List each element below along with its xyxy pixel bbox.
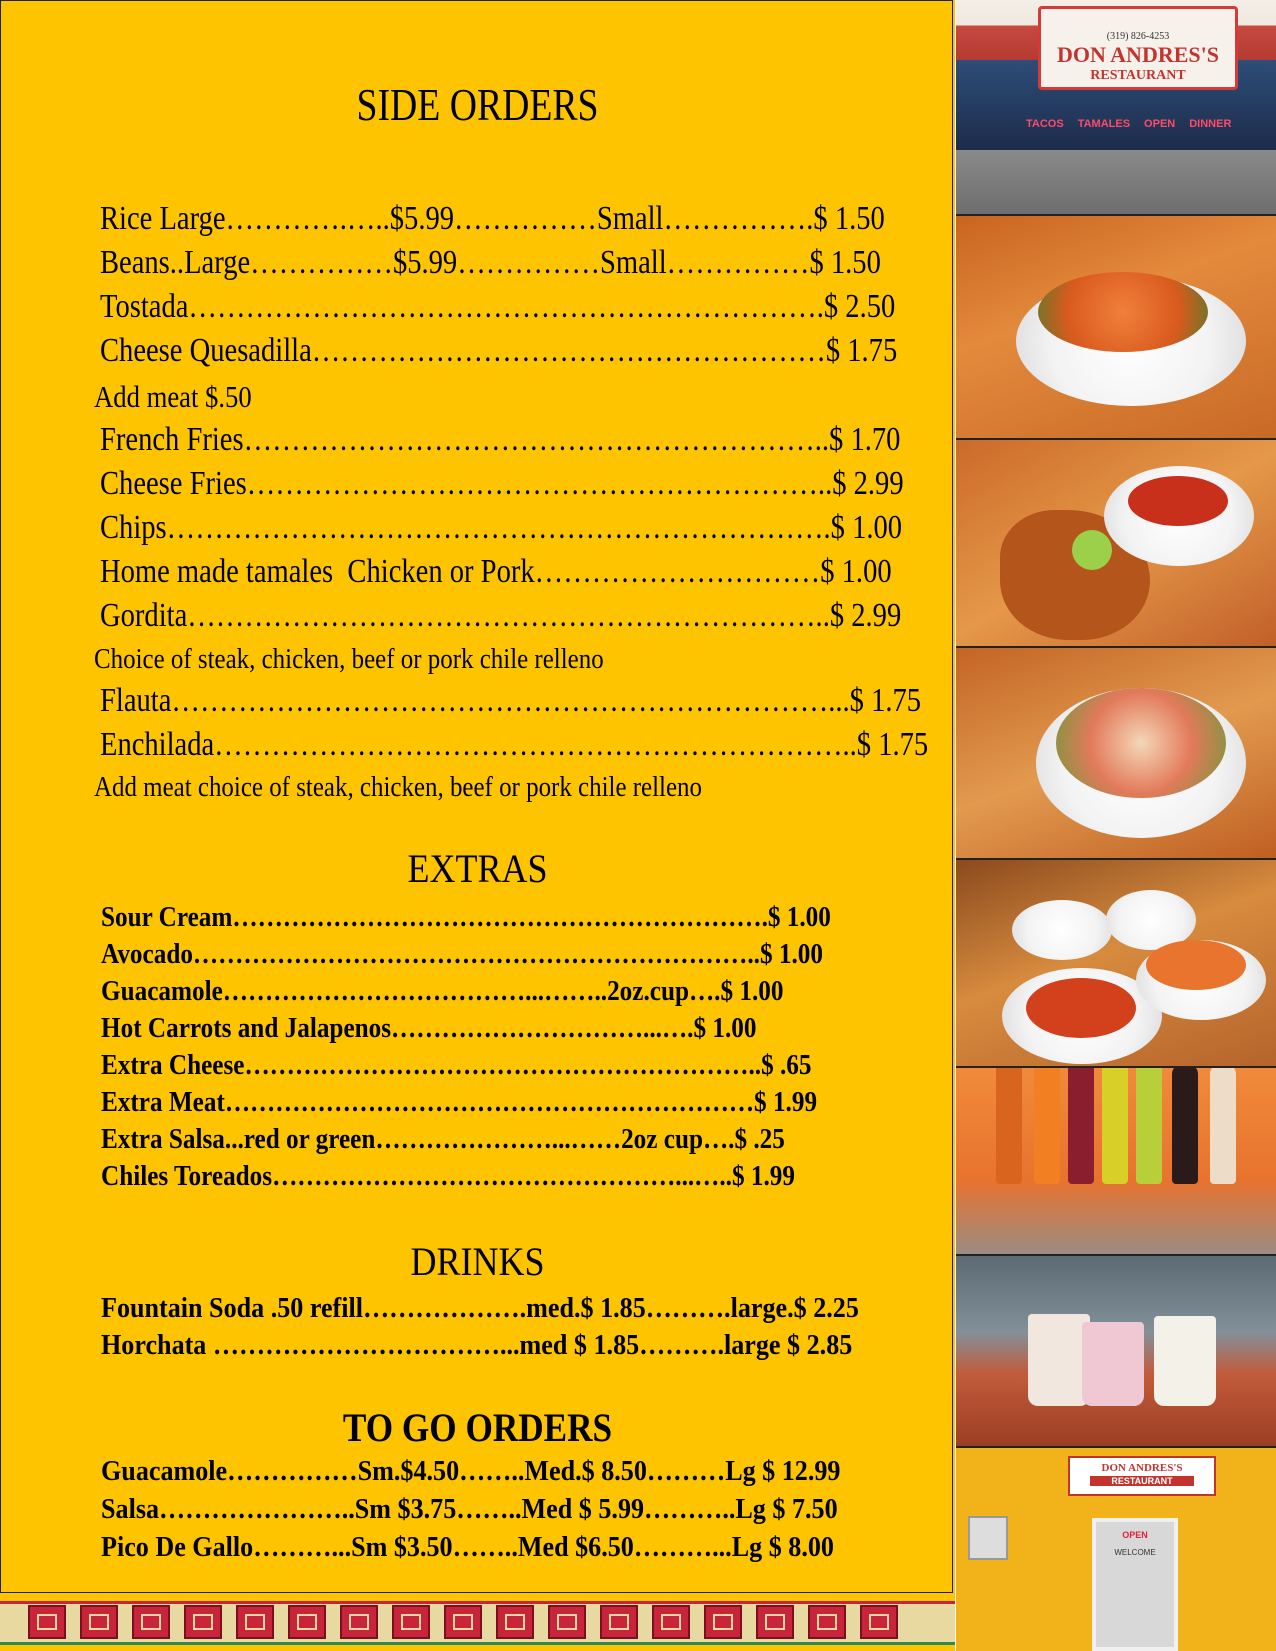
item-text: Gordita………………………………………………………….. <box>100 597 830 634</box>
menu-item-flauta <box>100 684 921 718</box>
extra-item-guacamole <box>101 978 783 1006</box>
item-price: $ 1.75 <box>825 332 898 369</box>
item-price: $ .25 <box>734 1124 785 1155</box>
bottle <box>1172 1068 1198 1184</box>
item-price: $ 1.99 <box>754 1087 818 1118</box>
menu-item-rice <box>100 202 885 236</box>
bottle <box>1210 1068 1236 1184</box>
soup-and-garnish-photo <box>956 440 1276 646</box>
sign-name: DON ANDRES'S <box>1057 42 1219 67</box>
appetizers-photo <box>956 860 1276 1066</box>
glass <box>1028 1314 1090 1406</box>
item-text: Sour Cream………………………………………………………. <box>101 902 768 933</box>
aztec-tile-icon <box>28 1605 66 1639</box>
menu-item-tamales <box>100 555 892 589</box>
aztec-tile-icon <box>600 1605 638 1639</box>
aztec-tile-icon <box>288 1605 326 1639</box>
food <box>1056 688 1226 798</box>
extra-item-hot-carrots <box>101 1015 756 1043</box>
drink-item-fountain-soda: Fountain Soda .50 refill……………….med.$ 1.85……….large.$ 2.25 <box>101 1292 859 1324</box>
glass <box>1082 1322 1144 1406</box>
drink-item-horchata: Horchata ……………………………...med $ 1.85……….large $ 2.85 <box>101 1329 853 1361</box>
window-sign: OPEN <box>1144 118 1176 130</box>
storefront-sign <box>1038 6 1238 90</box>
glass <box>1154 1316 1216 1406</box>
aztec-tile-icon <box>184 1605 222 1639</box>
item-price: $ 1.00 <box>767 902 831 933</box>
item-text: Avocado………………………………………………………….. <box>101 939 760 970</box>
window-sign: TAMALES <box>1077 118 1131 130</box>
bowl <box>1012 900 1112 960</box>
item-text: Guacamole………………………………...……..2oz.cup…. <box>101 976 721 1007</box>
item-price: $ 1.50 <box>813 200 885 237</box>
item-text: Extra Salsa...red or green…………………...……2oz cup…. <box>101 1124 735 1155</box>
to-go-heading: TO GO ORDERS <box>342 1405 613 1450</box>
item-text: Enchilada………………………………………………………….. <box>100 726 857 763</box>
item-text: Extra Cheese…………………………………………………….. <box>101 1050 762 1081</box>
aztec-tile-icon <box>444 1605 482 1639</box>
entrance-sign-name: DON ANDRES'S <box>1101 1462 1183 1474</box>
bottle <box>1102 1068 1128 1184</box>
to-go-item-salsa: Salsa…………………..Sm $3.75……..Med $ 5.99………..Lg $ 7.50 <box>101 1493 838 1525</box>
food <box>1038 272 1208 352</box>
aztec-tile-icon <box>548 1605 586 1639</box>
item-price: $ 1.75 <box>856 726 929 763</box>
extra-item-sour-cream <box>101 904 831 932</box>
extras-heading: EXTRAS <box>407 846 548 891</box>
menu-note-gordita-choice: Choice of steak, chicken, beef or pork chile relleno <box>94 643 604 675</box>
menu-item-enchilada <box>100 728 928 762</box>
item-text: Beans..Large……………$5.99……………Small…………… <box>100 244 810 281</box>
side-orders-heading: SIDE ORDERS <box>356 79 599 130</box>
to-go-item-guacamole: Guacamole……………Sm.$4.50……..Med.$ 8.50………Lg $ 12.99 <box>101 1455 841 1487</box>
menu-item-cheese-quesadilla <box>100 334 897 368</box>
open-sign: OPEN <box>1122 1530 1148 1540</box>
item-text: Cheese Fries…………………………………………………….. <box>100 465 833 502</box>
item-text: Chips……………………………………………………………. <box>100 509 831 546</box>
bottle <box>996 1068 1022 1184</box>
item-price: $ 1.50 <box>809 244 881 281</box>
item-price: $ 2.99 <box>829 597 902 634</box>
bottle <box>1034 1068 1060 1184</box>
menu-item-beans <box>100 246 881 280</box>
item-text: Extra Meat……………………………………………………… <box>101 1087 755 1118</box>
menu-item-tostada <box>100 290 895 324</box>
salad-photo <box>956 648 1276 858</box>
aztec-tile-icon <box>236 1605 274 1639</box>
aztec-tile-icon <box>704 1605 742 1639</box>
item-price: $ 2.50 <box>823 288 896 325</box>
item-price: $ 1.75 <box>849 682 922 719</box>
entrance-sign <box>1068 1456 1216 1496</box>
bottle <box>1068 1068 1094 1184</box>
item-price: $ 1.00 <box>693 1013 757 1044</box>
aztec-tile-icon <box>132 1605 170 1639</box>
item-text: Chiles Toreados…………………………………………...….. <box>101 1161 732 1192</box>
aztec-tile-icon <box>652 1605 690 1639</box>
decorative-border <box>0 1593 955 1651</box>
menu-item-gordita <box>100 599 901 633</box>
soup <box>1026 978 1136 1038</box>
item-price: $ 1.70 <box>829 421 901 458</box>
menu-note-add-meat-choice: Add meat choice of steak, chicken, beef or pork chile relleno <box>94 771 703 803</box>
window <box>968 1516 1008 1560</box>
aztec-tile-icon <box>808 1605 846 1639</box>
extra-item-avocado <box>101 941 823 969</box>
entrance-photo <box>956 1448 1276 1651</box>
menu-item-french-fries <box>100 423 900 457</box>
window-signs <box>1026 118 1231 130</box>
menu-note-add-meat: Add meat $.50 <box>94 379 252 414</box>
bottle <box>1136 1068 1162 1184</box>
storefront-photo <box>956 0 1276 214</box>
aztec-tile-icon <box>496 1605 534 1639</box>
window-sign: TACOS <box>1026 118 1064 130</box>
item-price: $ .65 <box>761 1050 812 1081</box>
pickled-carrots-photo <box>956 216 1276 438</box>
entrance-sign-subtitle: RESTAURANT <box>1090 1476 1194 1486</box>
aztec-tile-icon <box>392 1605 430 1639</box>
aztec-tile-icon <box>860 1605 898 1639</box>
item-text: Hot Carrots and Jalapenos…………………………...…. <box>101 1013 694 1044</box>
aguas-frescas-photo <box>956 1256 1276 1446</box>
window-sign: DINNER <box>1189 118 1232 130</box>
item-price: $ 1.00 <box>820 553 892 590</box>
border-tiles <box>28 1605 898 1639</box>
aztec-tile-icon <box>80 1605 118 1639</box>
item-price: $ 1.99 <box>731 1161 795 1192</box>
extra-item-chiles-toreados <box>101 1163 795 1191</box>
to-go-item-pico-de-gallo: Pico De Gallo………...Sm $3.50……..Med $6.50………...Lg $ 8.00 <box>101 1531 834 1563</box>
sodas-photo <box>956 1068 1276 1254</box>
item-text: Tostada…………………………………………………………. <box>100 288 824 325</box>
soup <box>1128 476 1228 526</box>
item-text: Flauta……………………………………………………………... <box>100 682 850 719</box>
drinks-heading: DRINKS <box>410 1239 545 1284</box>
item-price: $ 1.00 <box>759 939 823 970</box>
item-text: Rice Large………….…..$5.99……………Small……………. <box>100 200 814 237</box>
sign-phone: (319) 826-4253 <box>1106 31 1170 42</box>
item-text: Home made tamales Chicken or Pork………………………… <box>100 553 821 590</box>
item-price: $ 2.99 <box>832 465 904 502</box>
door <box>1092 1518 1178 1651</box>
extra-item-extra-meat <box>101 1089 817 1117</box>
extra-item-extra-salsa <box>101 1126 785 1154</box>
menu-item-chips <box>100 511 902 545</box>
item-text: French Fries…………………………………………………….. <box>100 421 830 458</box>
carrots <box>1146 940 1246 990</box>
lime <box>1072 530 1112 570</box>
item-price: $ 1.00 <box>720 976 784 1007</box>
aztec-tile-icon <box>340 1605 378 1639</box>
extra-item-extra-cheese <box>101 1052 811 1080</box>
menu-item-cheese-fries <box>100 467 904 501</box>
item-text: Cheese Quesadilla……………………………………………… <box>100 332 826 369</box>
photo-column <box>956 0 1276 1651</box>
aztec-tile-icon <box>756 1605 794 1639</box>
item-price: $ 1.00 <box>830 509 903 546</box>
welcome-sign: WELCOME <box>1114 1548 1156 1557</box>
sign-subtitle: RESTAURANT <box>1090 68 1186 83</box>
